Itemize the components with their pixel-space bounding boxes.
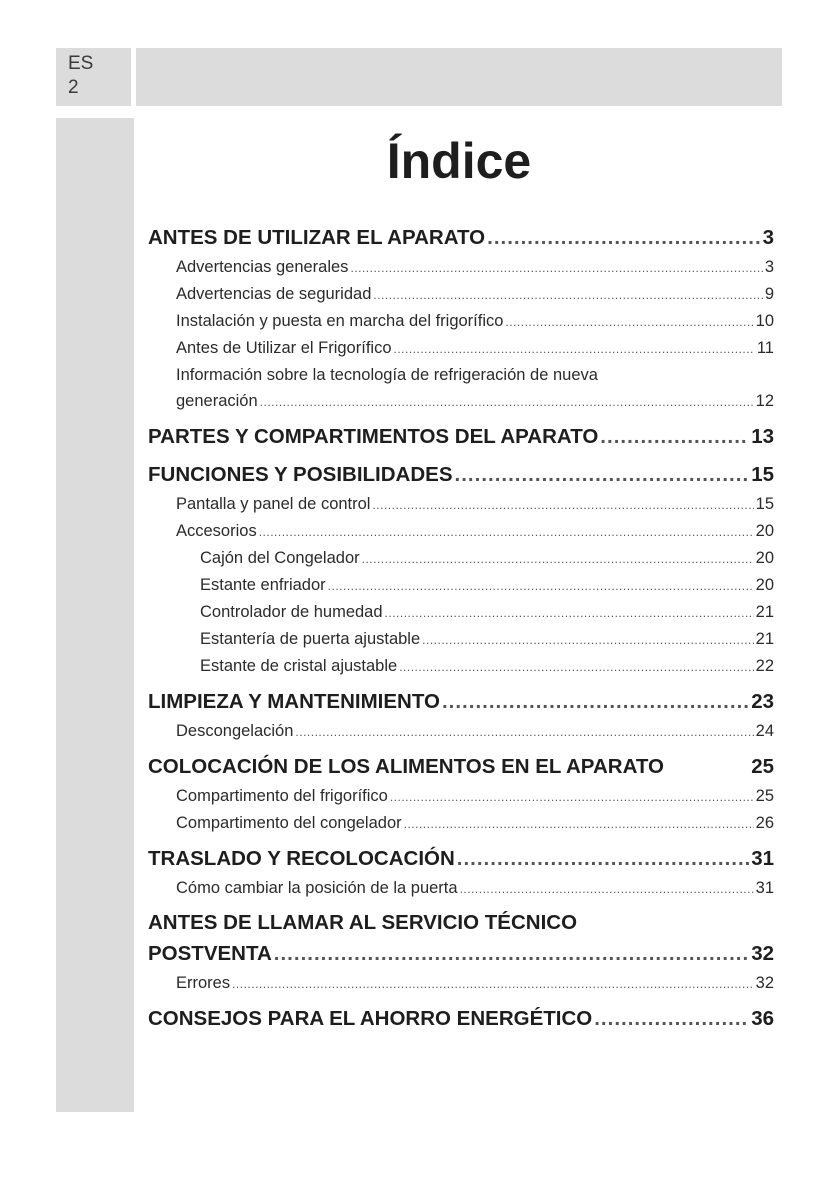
- toc-entry-page: 21: [755, 603, 774, 621]
- toc-entry-label: Estante enfriador: [200, 576, 326, 594]
- toc-entry[interactable]: [176, 388, 774, 415]
- toc-entry-label: Accesorios: [176, 522, 257, 540]
- dot-leader: [457, 843, 749, 875]
- toc-entry[interactable]: [148, 1003, 774, 1035]
- toc-entry[interactable]: [176, 810, 774, 837]
- toc-entry-label: Antes de Utilizar el Frigorífico: [176, 339, 392, 357]
- toc-entry-page: 12: [755, 392, 774, 410]
- page-title: Índice: [386, 133, 532, 189]
- toc-entry-page: 31: [751, 847, 774, 870]
- toc-entry-page: 11: [756, 339, 774, 357]
- toc-entry-page: 31: [755, 879, 774, 897]
- toc-entry-page: 20: [755, 549, 774, 567]
- toc-entry[interactable]: [148, 843, 774, 875]
- toc-entry-page: 36: [751, 1007, 774, 1030]
- language-page-box: [56, 48, 131, 106]
- language-code: ES: [68, 53, 94, 74]
- toc-entry[interactable]: [200, 626, 774, 653]
- dot-leader: [362, 546, 754, 573]
- toc-entry-label-line1[interactable]: Información sobre la tecnología de refrigeración de nueva: [176, 366, 598, 384]
- toc-entry[interactable]: [148, 222, 774, 254]
- toc-entry-label: generación: [176, 392, 258, 410]
- dot-leader: [422, 627, 753, 654]
- toc-entry[interactable]: [176, 875, 774, 902]
- dot-leader: [600, 421, 749, 453]
- toc-entry[interactable]: [176, 970, 774, 997]
- toc-entry[interactable]: [176, 335, 774, 362]
- header-bar: [136, 48, 782, 106]
- dot-leader: [259, 519, 754, 546]
- toc-entry-label: Advertencias de seguridad: [176, 285, 372, 303]
- toc-entry[interactable]: [176, 491, 774, 518]
- page-number: 2: [68, 77, 79, 98]
- toc-entry[interactable]: [148, 421, 774, 453]
- toc-entry-page: 20: [755, 576, 774, 594]
- toc-entry-label: Compartimento del frigorífico: [176, 787, 388, 805]
- dot-leader: [404, 811, 754, 838]
- dot-leader: [232, 971, 754, 998]
- toc-entry-label: LIMPIEZA Y MANTENIMIENTO: [148, 690, 440, 713]
- toc-entry-page: 13: [751, 425, 774, 448]
- dot-leader: [442, 686, 749, 718]
- toc-entry-page: 3: [764, 258, 774, 276]
- toc-entry-label: Errores: [176, 974, 231, 992]
- toc-entry-page: 10: [755, 312, 774, 330]
- toc-entry-label: Cajón del Congelador: [200, 549, 360, 567]
- toc-entry[interactable]: [176, 281, 774, 308]
- table-of-contents: [148, 222, 774, 1035]
- toc-entry-page: 25: [755, 787, 774, 805]
- toc-entry-page: 24: [755, 722, 774, 740]
- toc-entry[interactable]: [148, 751, 774, 783]
- toc-entry-label: Controlador de humedad: [200, 603, 383, 621]
- toc-entry[interactable]: [176, 308, 774, 335]
- toc-entry-label: Cómo cambiar la posición de la puerta: [176, 879, 458, 897]
- toc-entry[interactable]: [200, 653, 774, 680]
- toc-entry[interactable]: [200, 599, 774, 626]
- dot-leader: [295, 719, 753, 746]
- side-margin-bar: [56, 118, 134, 1112]
- toc-entry[interactable]: [176, 518, 774, 545]
- toc-entry[interactable]: [148, 686, 774, 718]
- toc-entry-page: 15: [751, 463, 774, 486]
- toc-entry[interactable]: [148, 459, 774, 491]
- toc-entry-label: Descongelación: [176, 722, 294, 740]
- toc-entry[interactable]: [176, 254, 774, 281]
- toc-entry-page: 3: [762, 226, 774, 249]
- toc-entry-label: PARTES Y COMPARTIMENTOS DEL APARATO: [148, 425, 599, 448]
- toc-entry-page: 23: [751, 690, 774, 713]
- toc-entry-label: TRASLADO Y RECOLOCACIÓN: [148, 847, 455, 870]
- toc-entry-label: Estantería de puerta ajustable: [200, 630, 421, 648]
- dot-leader: [399, 654, 753, 681]
- dot-leader: [390, 784, 754, 811]
- toc-entry-page: 25: [751, 755, 774, 778]
- toc-entry-page: 22: [755, 657, 774, 675]
- toc-entry-label: Estante de cristal ajustable: [200, 657, 398, 675]
- dot-leader: [460, 876, 754, 903]
- toc-entry-page: 9: [764, 285, 774, 303]
- toc-entry[interactable]: [176, 718, 774, 745]
- dot-leader: [328, 573, 754, 600]
- dot-leader: [385, 600, 754, 627]
- toc-entry-page: 26: [755, 814, 774, 832]
- toc-entry[interactable]: [148, 938, 774, 970]
- dot-leader: [372, 492, 753, 519]
- toc-entry-label: FUNCIONES Y POSIBILIDADES: [148, 463, 453, 486]
- dot-leader: [505, 309, 753, 336]
- toc-entry-label: ANTES DE UTILIZAR EL APARATO: [148, 226, 486, 249]
- toc-entry-label: Instalación y puesta en marcha del frigorífico: [176, 312, 504, 330]
- toc-entry-label-line1[interactable]: ANTES DE LLAMAR AL SERVICIO TÉCNICO: [148, 911, 578, 934]
- toc-entry-page: 20: [755, 522, 774, 540]
- toc-entry-label: Compartimento del congelador: [176, 814, 402, 832]
- toc-entry-label: Advertencias generales: [176, 258, 349, 276]
- dot-leader: [487, 222, 760, 254]
- toc-entry-label: POSTVENTA: [148, 942, 272, 965]
- toc-entry-label: CONSEJOS PARA EL AHORRO ENERGÉTICO: [148, 1007, 593, 1030]
- dot-leader: [373, 282, 762, 309]
- dot-leader: [594, 1003, 749, 1035]
- dot-leader: [350, 255, 762, 282]
- toc-entry[interactable]: [200, 545, 774, 572]
- toc-entry-page: 32: [751, 942, 774, 965]
- toc-entry[interactable]: [200, 572, 774, 599]
- toc-entry-page: 15: [755, 495, 774, 513]
- toc-entry-page: 32: [755, 974, 774, 992]
- dot-leader: [274, 938, 749, 970]
- toc-entry-label: COLOCACIÓN DE LOS ALIMENTOS EN EL APARATO: [148, 755, 664, 778]
- dot-leader: [394, 336, 755, 363]
- dot-leader: [455, 459, 750, 491]
- toc-entry-page: 21: [755, 630, 774, 648]
- toc-entry-label: Pantalla y panel de control: [176, 495, 371, 513]
- dot-leader: [260, 389, 754, 416]
- toc-entry[interactable]: [176, 783, 774, 810]
